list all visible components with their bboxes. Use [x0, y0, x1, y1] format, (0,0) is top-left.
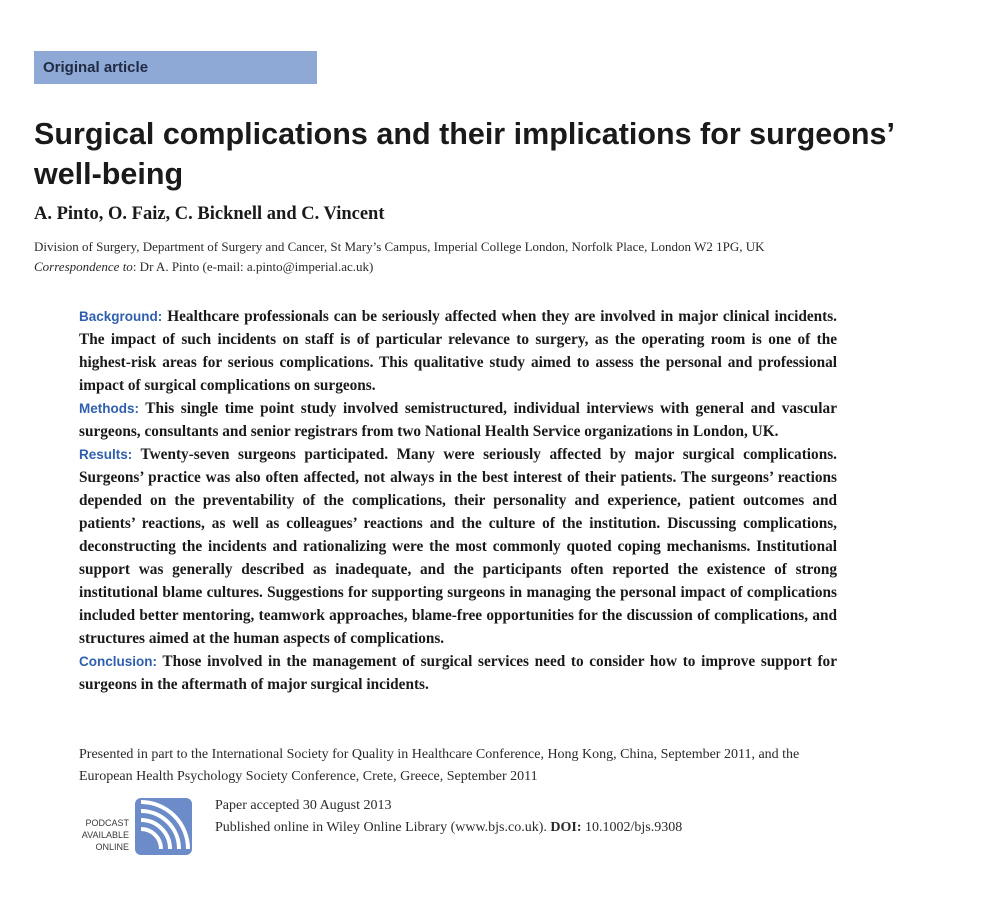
abstract-background	[79, 305, 837, 397]
results-text: Twenty-seven surgeons participated. Many were seriously affected by major surgical complications. Surgeons’ practice was also often affected, not always in the best interest of their patients. The surgeons’ reactions depended on the preventability of the complications, their personality and experience, patient outcomes and patients’ reactions, as well as colleagues’ reactions and the culture of the institution. Discussing complications, deconstructing the incidents and rationalizing were the most commonly quoted coping mechanisms. Institutional support was generally described as inadequate, and the participants often reported the existence of strong institutional blame cultures. Suggestions for supporting surgeons in managing the personal impact of complications included better mentoring, teamwork approaches, blame-free opportunities for the discussion of complications, and structures aimed at the human aspects of complications.	[79, 446, 837, 647]
background-text: Healthcare professionals can be seriously affected when they are involved in major clinical incidents. The impact of such incidents on staff is of particular relevance to surgery, as the operating room is one of the highest-risk areas for serious complications. This qualitative study aimed to assess the personal and professional impact of surgical complications on surgeons.	[79, 308, 837, 394]
podcast-line-3: ONLINE	[95, 842, 129, 852]
podcast-line-2: AVAILABLE	[81, 830, 129, 840]
doi-label: DOI:	[550, 820, 582, 835]
methods-text: This single time point study involved semistructured, individual interviews with general and vascular surgeons, consultants and senior registrars from two National Health Service organizations in London, UK.	[79, 400, 837, 440]
abstract-conclusion	[79, 650, 837, 696]
author-list: A. Pinto, O. Faiz, C. Bicknell and C. Vincent	[34, 204, 385, 224]
affiliation-block	[34, 237, 964, 277]
accepted-date: Paper accepted 30 August 2013	[215, 798, 392, 813]
results-label: Results:	[79, 447, 133, 462]
article-type-banner	[34, 51, 317, 84]
article-title: Surgical complications and their implications for surgeons’ well-being	[34, 117, 894, 191]
correspondence-text: : Dr A. Pinto (e-mail: a.pinto@imperial.ac.uk)	[132, 259, 374, 274]
published-line	[215, 817, 915, 839]
affiliation-text: Division of Surgery, Department of Surgery and Cancer, St Mary’s Campus, Imperial College London, Norfolk Place, London W2 1PG, UK	[34, 239, 765, 254]
podcast-badge[interactable]	[80, 798, 195, 856]
abstract-results	[79, 443, 837, 650]
abstract-methods	[79, 397, 837, 443]
published-text: Published online in Wiley Online Library (www.bjs.co.uk).	[215, 820, 547, 835]
publication-info	[215, 795, 915, 839]
article-type-label: Original article	[43, 59, 149, 76]
background-label: Background:	[79, 309, 163, 324]
podcast-text	[80, 817, 129, 853]
correspondence-line	[34, 257, 964, 277]
podcast-icon	[135, 798, 192, 855]
methods-label: Methods:	[79, 401, 139, 416]
correspondence-label: Correspondence to	[34, 259, 133, 274]
conclusion-label: Conclusion:	[79, 654, 157, 669]
abstract	[79, 305, 837, 696]
conclusion-text: Those involved in the management of surgical services need to consider how to improve support for surgeons in the aftermath of major surgical incidents.	[79, 653, 837, 693]
podcast-line-1: PODCAST	[85, 818, 129, 828]
presented-note: Presented in part to the International Society for Quality in Healthcare Conference, Hong Kong, China, September 2011, and the European Health Psychology Society Conference, Crete, Greece, September 2011	[79, 747, 800, 784]
doi-value[interactable]: 10.1002/bjs.9308	[585, 820, 683, 835]
